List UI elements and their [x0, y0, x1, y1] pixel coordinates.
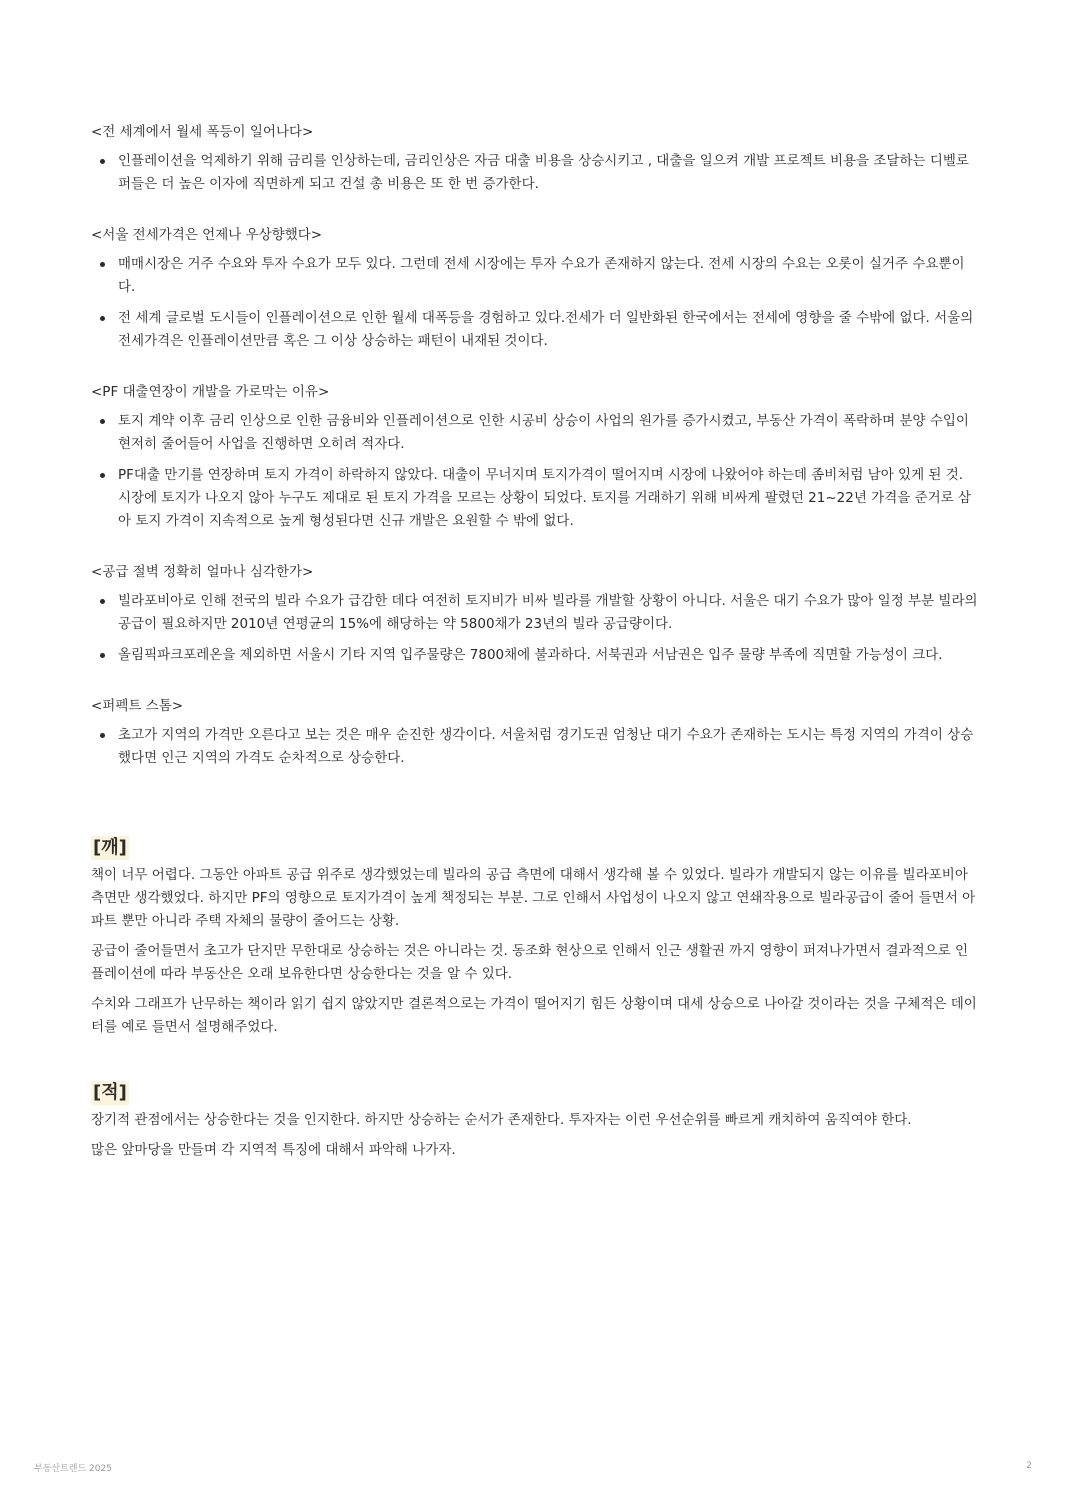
- bullet-item: [91, 307, 979, 353]
- review-paragraph: 수치와 그래프가 난무하는 책이라 읽기 쉽지 않았지만 결론적으로는 가격이 떨어지기 힘든 상황이며 대세 상승으로 나아갈 것이라는 것을 구체적은 데이터를 예로 들면서 설명해주었다.: [91, 996, 977, 1035]
- bullet-text: 토지 계약 이후 금리 인상으로 인한 금융비와 인플레이션으로 인한 시공비 상승이 사업의 원가를 증가시켰고, 부동산 가격이 폭락하며 분양 수입이 현저히 줄어들어 사업을 진행하면 오히려 적자다.: [118, 413, 969, 452]
- bullet-text: 올림픽파크포레온을 제외하면 서울시 기타 지역 입주물량은 7800채에 불과하다. 서북권과 서남권은 입주 물량 부족에 직면할 가능성이 크다.: [118, 647, 943, 663]
- review-paragraph: 장기적 관점에서는 상승한다는 것을 인지한다. 하지만 상승하는 순서가 존재한다. 투자자는 이런 우선순위를 빠르게 캐치하여 움직여야 한다.: [91, 1112, 912, 1128]
- bullet-item: [91, 644, 979, 667]
- section-supply-cliff: [91, 561, 979, 667]
- review-paragraph: 많은 앞마당을 만들며 각 지역적 특징에 대해서 파악해 나가자.: [91, 1142, 456, 1158]
- bullet-item: [91, 590, 979, 636]
- bullet-dot-icon: [100, 473, 105, 478]
- section-heading: <PF 대출연장이 개발을 가로막는 이유>: [91, 384, 330, 400]
- bullet-item: [91, 253, 979, 299]
- review-heading: [깨]: [93, 837, 127, 858]
- section-perfect-storm: [91, 695, 979, 770]
- bullet-dot-icon: [100, 733, 105, 738]
- footer-page-number: 2: [1026, 1461, 1032, 1471]
- section-global-rent: [91, 121, 979, 196]
- document-body: [91, 121, 979, 1204]
- footer-document-title: 부동산트렌드 2025: [34, 1464, 112, 1474]
- section-heading: <서울 전세가격은 언제나 우상향했다>: [91, 227, 323, 243]
- bullet-item: [91, 464, 979, 533]
- review-paragraph: 책이 너무 어렵다. 그동안 아파트 공급 위주로 생각했었는데 빌라의 공급 측면에 대해서 생각해 볼 수 있었다. 빌라가 개발되지 않는 이유를 빌라포비아 측면만 생각했었다. 하지만 PF의 영향으로 토지가격이 높게 책정되는 부분. 그로 인해서 사업성이 나오지 않고 연쇄작용으로 빌라공급이 줄어 들면서 아파트 뿐만 아니라 주택 자체의 물량이 줄어드는 상황.: [91, 867, 976, 929]
- review-kkae: [91, 836, 979, 1039]
- bullet-text: 전 세계 글로벌 도시들이 인플레이션으로 인한 월세 대폭등을 경험하고 있다.전세가 더 일반화된 한국에서는 전세에 영향을 줄 수밖에 없다. 서울의 전세가격은 인플레이션만큼 혹은 그 이상 상승하는 패턴이 내재된 것이다.: [118, 310, 974, 349]
- bullet-item: [91, 150, 979, 196]
- bullet-text: 매매시장은 거주 수요와 투자 수요가 모두 있다. 그런데 전세 시장에는 투자 수요가 존재하지 않는다. 전세 시장의 수요는 오롯이 실거주 수요뿐이다.: [118, 256, 965, 295]
- bullet-list: [91, 590, 979, 667]
- section-pf-loan: [91, 381, 979, 533]
- bullet-item: [91, 724, 979, 770]
- bullet-list: [91, 724, 979, 770]
- bullet-text: 인플레이션을 억제하기 위해 금리를 인상하는데, 금리인상은 자금 대출 비용을 상승시키고 , 대출을 일으켜 개발 프로젝트 비용을 조달하는 디벨로퍼들은 더 높은 이자에 직면하게 되고 건설 총 비용은 또 한 번 증가한다.: [118, 153, 969, 192]
- section-heading: <전 세계에서 월세 폭등이 일어나다>: [91, 124, 314, 140]
- bullet-dot-icon: [100, 419, 105, 424]
- bullet-dot-icon: [100, 316, 105, 321]
- bullet-list: [91, 410, 979, 533]
- bullet-dot-icon: [100, 653, 105, 658]
- bullet-dot-icon: [100, 159, 105, 164]
- section-seoul-jeonse: [91, 224, 979, 353]
- review-jeok: [91, 1081, 979, 1162]
- review-heading: [적]: [93, 1082, 127, 1103]
- bullet-list: [91, 150, 979, 196]
- section-heading: <공급 절벽 정확히 얼마나 심각한가>: [91, 564, 314, 580]
- bullet-dot-icon: [100, 262, 105, 267]
- bullet-text: 빌라포비아로 인해 전국의 빌라 수요가 급감한 데다 여전히 토지비가 비싸 빌라를 개발할 상황이 아니다. 서울은 대기 수요가 많아 일정 부분 빌라의 공급이 필요하지만 2010년 연평균의 15%에 해당하는 약 5800채가 23년의 빌라 공급량이다.: [118, 593, 978, 632]
- section-heading: <퍼펙트 스톰>: [91, 698, 184, 714]
- bullet-text: PF대출 만기를 연장하며 토지 가격이 하락하지 않았다. 대출이 무너지며 토지가격이 떨어지며 시장에 나왔어야 하는데 좀비처럼 남아 있게 된 것. 시장에 토지가 나오지 않아 누구도 제대로 된 토지 가격을 모르는 상황이 되었다. 토지를 거래하기 위해 비싸게 팔렸던 21~22년 가격을 준거로 삼아 토지 가격이 지속적으로 높게 형성된다면 신규 개발은 요원할 수 밖에 없다.: [118, 467, 972, 529]
- review-paragraph: 공급이 줄어들면서 초고가 단지만 무한대로 상승하는 것은 아니라는 것. 동조화 현상으로 인해서 인근 생활권 까지 영향이 퍼져나가면서 결과적으로 인플레이션에 따라 부동산은 오래 보유한다면 상승한다는 것을 알 수 있다.: [91, 943, 969, 982]
- bullet-item: [91, 410, 979, 456]
- bullet-dot-icon: [100, 599, 105, 604]
- bullet-text: 초고가 지역의 가격만 오른다고 보는 것은 매우 순진한 생각이다. 서울처럼 경기도권 엄청난 대기 수요가 존재하는 도시는 특정 지역의 가격이 상승했다면 인근 지역의 가격도 순차적으로 상승한다.: [118, 727, 974, 766]
- bullet-list: [91, 253, 979, 353]
